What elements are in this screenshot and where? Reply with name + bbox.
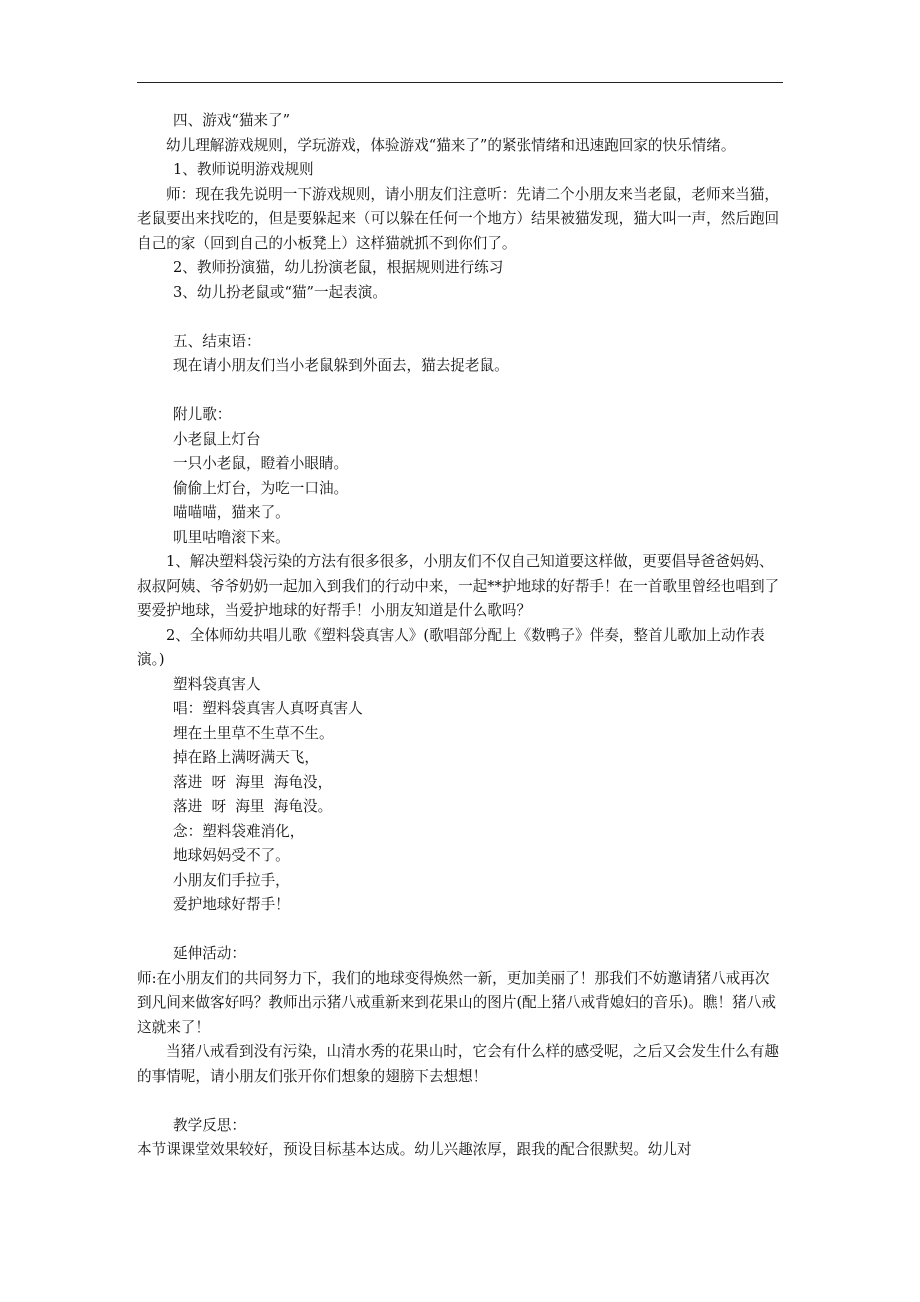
- rhyme-line: 喵喵喵，猫来了。: [173, 504, 290, 521]
- reflection-text: 本节课课堂效果较好，预设目标基本达成。幼儿兴趣浓厚，跟我的配合很默契。幼儿对: [137, 1141, 692, 1158]
- header-rule: [137, 82, 783, 83]
- section5-heading: 五、结束语：: [173, 332, 261, 350]
- extension-paragraph-1: 师:在小朋友们的共同努力下，我们的地球变得焕然一新，更加美丽了！那我们不妨邀请猪八戒再次到凡间来做客好吗？教师出示猪八戒重新来到花果山的图片(配上猪八戒背媳妇的音乐)。瞧！猪八戒这就来了！: [137, 969, 776, 1036]
- document-body: [137, 109, 783, 1163]
- plastic-paragraph-2: 2、全体师幼共唱儿歌《塑料袋真害人》(歌唱部分配上《数鸭子》伴奏，整首儿歌加上动作表演。): [137, 626, 765, 668]
- section4-intro: 幼儿理解游戏规则，学玩游戏，体验游戏“猫来了”的紧张情绪和迅速跑回家的快乐情绪。: [166, 136, 736, 154]
- song-line: 埋在土里草不生草不生。: [173, 724, 334, 742]
- rhyme-line: 偷偷上灯台，为吃一口油。: [173, 479, 349, 497]
- section4-teacher-rule: 师：现在我先说明一下游戏规则，请小朋友们注意听：先请二个小朋友来当老鼠，老师来当猫，老鼠要出来找吃的，但是要躲起来（可以躲在任何一个地方）结果被猫发现，猫大叫一声，然后跑回自己的家（回到自己的小板凳上）这样猫就抓不到你们了。: [137, 185, 780, 252]
- plastic-paragraph-1: 1、解决塑料袋污染的方法有很多很多，小朋友们不仅自己知道要这样做，更要倡导爸爸妈妈、叔叔阿姨、爷爷奶奶一起加入到我们的行动中来，一起**护地球的好帮手！在一首歌里曾经也唱到了要爱护地球，当爱护地球的好帮手！小朋友知道是什么歌吗？: [137, 553, 780, 619]
- song-line: 地球妈妈受不了。: [173, 847, 290, 864]
- spacer: [137, 379, 783, 404]
- rhyme-heading: 附儿歌：: [173, 406, 232, 423]
- song-line: 念：塑料袋难消化，: [173, 822, 305, 840]
- rhyme-line: 叽里咕噜滚下来。: [173, 528, 290, 546]
- section5-text: 现在请小朋友们当小老鼠躲到外面去，猫去捉老鼠。: [173, 357, 509, 374]
- section4-step3: 3、幼儿扮老鼠或“猫”一起表演。: [173, 283, 387, 301]
- rhyme-title: 小老鼠上灯台: [173, 430, 261, 448]
- rhyme-line: 一只小老鼠，瞪着小眼睛。: [173, 455, 349, 472]
- song-line: 落进 呀 海里 海龟没，: [173, 773, 333, 791]
- extension-heading: 延伸活动：: [173, 945, 246, 962]
- song-line: 唱：塑料袋真害人真呀真害人: [173, 700, 363, 717]
- song-title: 塑料袋真害人: [173, 675, 261, 693]
- section4-heading: 四、游戏“猫来了”: [173, 112, 291, 129]
- song-line: 落进 呀 海里 海龟没。: [173, 798, 333, 815]
- song-line: 爱护地球好帮手！: [173, 896, 290, 913]
- section4-step1: 1、教师说明游戏规则: [173, 161, 314, 178]
- spacer: [137, 918, 783, 943]
- spacer: [137, 1089, 783, 1114]
- song-line: 小朋友们手拉手，: [173, 871, 290, 889]
- section4-step2: 2、教师扮演猫，幼儿扮演老鼠，根据规则进行练习: [173, 259, 504, 276]
- reflection-heading: 教学反思：: [173, 1116, 246, 1134]
- song-line: 掉在路上满呀满天飞，: [173, 749, 319, 766]
- extension-paragraph-2: 当猪八戒看到没有污染，山清水秀的花果山时，它会有什么样的感受呢，之后又会发生什么有趣的事情呢，请小朋友们张开你们想象的翅膀下去想想！: [137, 1043, 779, 1085]
- spacer: [137, 305, 783, 330]
